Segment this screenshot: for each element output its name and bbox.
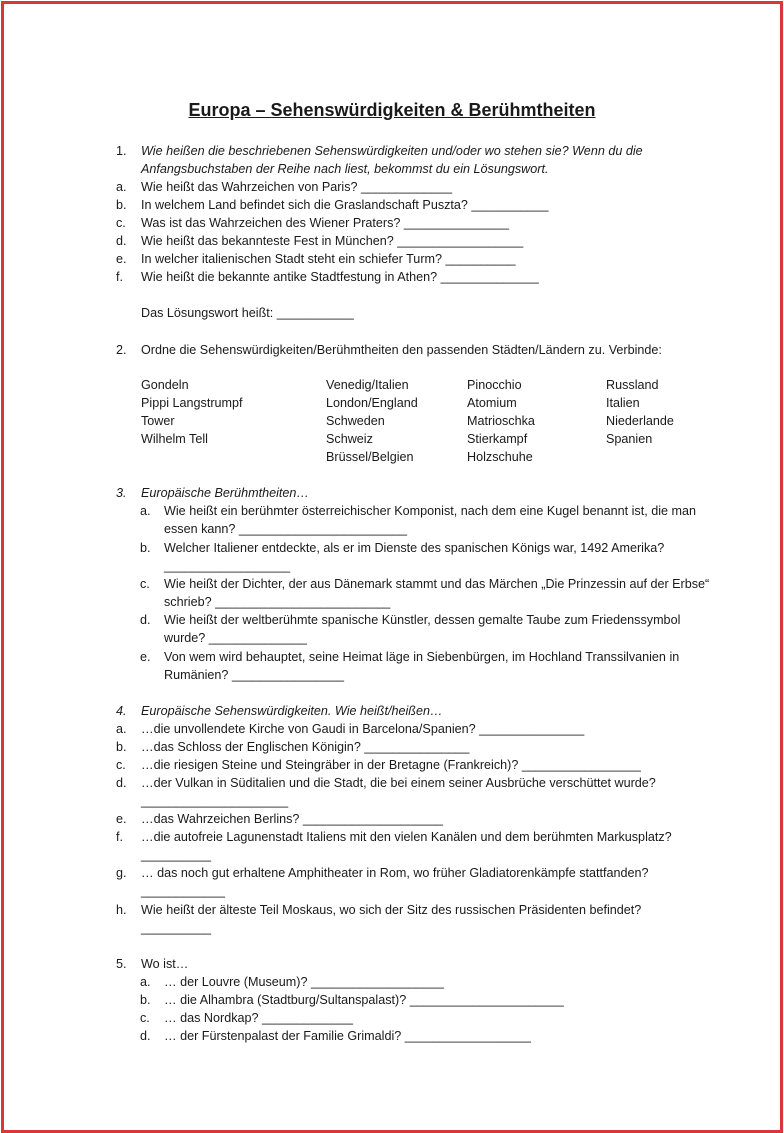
match-item: Holzschuhe xyxy=(467,450,533,464)
item-letter: d. xyxy=(140,613,151,627)
answer-line: __________ xyxy=(141,921,212,935)
item-letter: g. xyxy=(116,866,127,880)
match-item: Spanien xyxy=(606,432,653,446)
answer-line: __________ xyxy=(141,848,212,862)
answer-line: wurde? ______________ xyxy=(164,631,307,645)
question-1f: Wie heißt die bekannte antike Stadtfestung in Athen? ______________ xyxy=(141,270,539,284)
match-item: London/England xyxy=(326,396,418,410)
section1-intro-cont: Anfangsbuchstaben der Reihe nach liest, bekommst du ein Lösungswort. xyxy=(141,162,549,176)
item-letter: b. xyxy=(116,198,127,212)
question-3d: Wie heißt der weltberühmte spanische Künstler, dessen gemalte Taube zum Friedenssymbol xyxy=(164,613,681,627)
match-item: Matrioschka xyxy=(467,414,535,428)
section4-intro: Europäische Sehenswürdigkeiten. Wie heißt/heißen… xyxy=(141,704,443,718)
question-4h: Wie heißt der älteste Teil Moskaus, wo sich der Sitz des russischen Präsidenten befindet? xyxy=(141,903,642,917)
item-letter: a. xyxy=(140,975,151,989)
section4-number: 4. xyxy=(116,704,127,718)
section1-number: 1. xyxy=(116,144,127,158)
answer-line: ____________ xyxy=(141,884,226,898)
question-5d: … der Fürstenpalast der Familie Grimaldi? __________________ xyxy=(164,1029,531,1043)
question-5a: … der Louvre (Museum)? ___________________ xyxy=(164,975,445,989)
question-5c: … das Nordkap? _____________ xyxy=(164,1011,354,1025)
page-title: Europa – Sehenswürdigkeiten & Berühmtheiten xyxy=(188,100,596,120)
item-letter: a. xyxy=(116,722,127,736)
question-4a: …die unvollendete Kirche von Gaudi in Barcelona/Spanien? _______________ xyxy=(141,722,585,736)
question-1d: Wie heißt das bekannteste Fest in München? __________________ xyxy=(141,234,524,248)
item-letter: b. xyxy=(140,541,151,555)
match-item: Gondeln xyxy=(141,378,189,392)
item-letter: e. xyxy=(140,650,151,664)
answer-line: schrieb? _________________________ xyxy=(164,595,391,609)
answer-line: __________________ xyxy=(164,559,291,573)
question-3b: Welcher Italiener entdeckte, als er im Dienste des spanischen Königs war, 1492 Amerika? xyxy=(164,541,665,555)
item-letter: c. xyxy=(140,1011,150,1025)
item-letter: f. xyxy=(116,270,123,284)
question-1c: Was ist das Wahrzeichen des Wiener Praters? _______________ xyxy=(141,216,509,230)
item-letter: d. xyxy=(116,776,127,790)
item-letter: f. xyxy=(116,830,123,844)
item-letter: a. xyxy=(140,504,151,518)
question-4c: …die riesigen Steine und Steingräber in der Bretagne (Frankreich)? _________________ xyxy=(141,758,641,772)
match-item: Pippi Langstrumpf xyxy=(141,396,243,410)
item-letter: b. xyxy=(116,740,127,754)
answer-line: _____________________ xyxy=(141,794,289,808)
item-letter: b. xyxy=(140,993,151,1007)
item-letter: h. xyxy=(116,903,127,917)
question-4b: …das Schloss der Englischen Königin? _______________ xyxy=(141,740,470,754)
section2-intro: Ordne die Sehenswürdigkeiten/Berühmtheiten den passenden Städten/Ländern zu. Verbinde: xyxy=(141,343,662,357)
item-letter: a. xyxy=(116,180,127,194)
item-letter: e. xyxy=(116,252,127,266)
solution-word-line: Das Lösungswort heißt: ___________ xyxy=(141,306,354,320)
item-letter: c. xyxy=(116,758,126,772)
match-item: Pinocchio xyxy=(467,378,522,392)
question-4d: …der Vulkan in Süditalien und die Stadt, die bei einem seiner Ausbrüche verschüttet wurde? xyxy=(141,776,656,790)
match-item: Schweiz xyxy=(326,432,373,446)
match-item: Russland xyxy=(606,378,659,392)
item-letter: d. xyxy=(140,1029,151,1043)
question-1e: In welcher italienischen Stadt steht ein schiefer Turm? __________ xyxy=(141,252,516,266)
section5-number: 5. xyxy=(116,957,127,971)
question-1b: In welchem Land befindet sich die Graslandschaft Puszta? ___________ xyxy=(141,198,549,212)
question-3c: Wie heißt der Dichter, der aus Dänemark stammt und das Märchen „Die Prinzessin auf der Erbse“ xyxy=(164,577,710,591)
question-3e: Von wem wird behauptet, seine Heimat läge in Siebenbürgen, im Hochland Transsilvanien in xyxy=(164,650,680,664)
match-item: Venedig/Italien xyxy=(326,378,409,392)
question-4e: …das Wahrzeichen Berlins? ____________________ xyxy=(141,812,444,826)
answer-line: Rumänien? ________________ xyxy=(164,668,344,682)
item-letter: c. xyxy=(116,216,126,230)
section3-number: 3. xyxy=(116,486,127,500)
match-item: Tower xyxy=(141,414,175,428)
question-1a: Wie heißt das Wahrzeichen von Paris? _____________ xyxy=(141,180,453,194)
section2-number: 2. xyxy=(116,343,127,357)
question-5b: … die Alhambra (Stadtburg/Sultanspalast)? ______________________ xyxy=(164,993,564,1007)
item-letter: c. xyxy=(140,577,150,591)
section3-intro: Europäische Berühmtheiten… xyxy=(141,486,310,500)
item-letter: e. xyxy=(116,812,127,826)
match-item: Stierkampf xyxy=(467,432,528,446)
match-item: Atomium xyxy=(467,396,517,410)
question-3a: Wie heißt ein berühmter österreichischer Komponist, nach dem eine Kugel benannt ist, die man xyxy=(164,504,697,518)
section1-intro: Wie heißen die beschriebenen Sehenswürdigkeiten und/oder wo stehen sie? Wenn du die xyxy=(141,144,643,158)
section5-intro: Wo ist… xyxy=(141,957,189,971)
match-item: Niederlande xyxy=(606,414,674,428)
match-item: Brüssel/Belgien xyxy=(326,450,414,464)
question-4g: … das noch gut erhaltene Amphitheater in Rom, wo früher Gladiatorenkämpfe stattfanden? xyxy=(141,866,649,880)
match-item: Schweden xyxy=(326,414,385,428)
match-item: Italien xyxy=(606,396,640,410)
answer-line: essen kann? ________________________ xyxy=(164,522,408,536)
match-item: Wilhelm Tell xyxy=(141,432,208,446)
item-letter: d. xyxy=(116,234,127,248)
question-4f: …die autofreie Lagunenstadt Italiens mit den vielen Kanälen und dem berühmten Markusplatz? xyxy=(141,830,672,844)
